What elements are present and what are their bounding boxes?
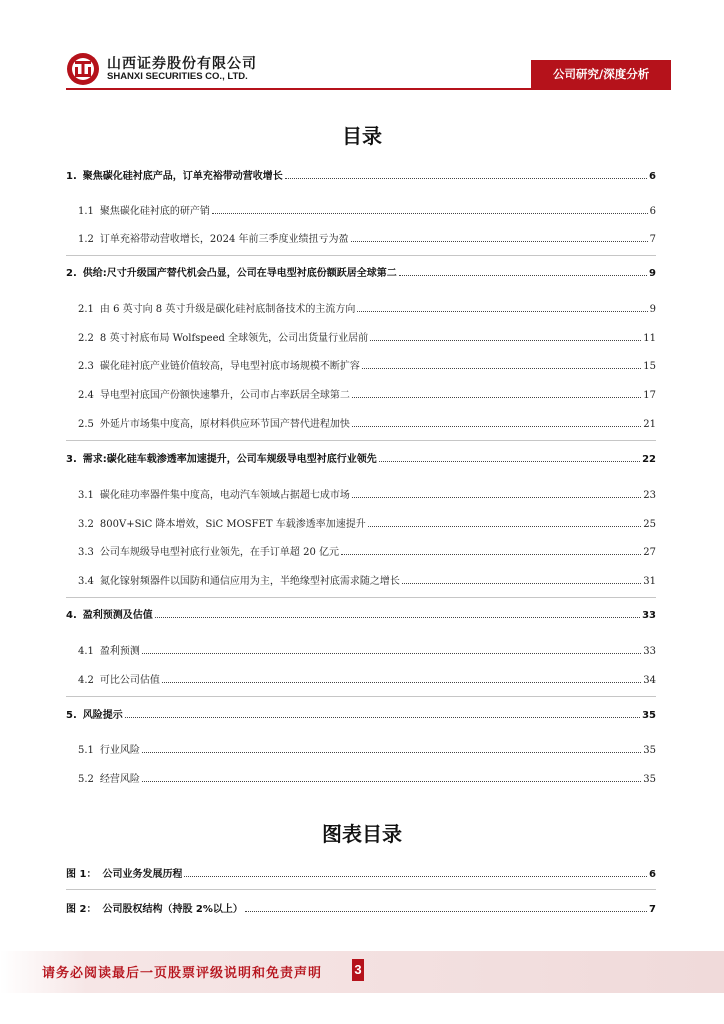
toc-entry-title: 聚焦碳化硅衬底的研产销 (99, 206, 210, 217)
toc-entry-number: 4.2 (78, 675, 94, 686)
toc-entry-title: 外延片市场集中度高，原材料供应环节国产替代进程加快 (99, 419, 350, 430)
toc-entry-number: 3.2 (78, 519, 94, 530)
toc-entry-page: 6 (649, 206, 656, 217)
toc-entry-number: 3.1 (78, 490, 94, 501)
toc-entry-page: 9 (649, 268, 656, 279)
toc-divider (66, 440, 656, 441)
figure-list-row[interactable] (66, 866, 656, 882)
toc-entry-page: 35 (643, 745, 656, 756)
figure-page: 6 (649, 869, 656, 880)
toc-subsection-row[interactable] (66, 416, 656, 432)
toc-leader-dots (142, 742, 641, 753)
toc-subsection-row[interactable] (66, 544, 656, 560)
toc-leader-dots (352, 387, 641, 398)
toc-subsection-row[interactable] (66, 643, 656, 659)
toc-leader-dots (352, 487, 641, 498)
toc-entry-title: 碳化硅功率器件集中度高，电动汽车领域占据超七成市场 (99, 490, 350, 501)
toc-entry-page: 17 (643, 390, 656, 401)
toc-entry-title: 可比公司估值 (99, 675, 160, 686)
toc-entry-number: 4.1 (78, 646, 94, 657)
toc-entry-page: 35 (643, 774, 656, 785)
toc-entry-number: 5.2 (78, 774, 94, 785)
figure-title: 公司业务发展历程 (102, 869, 183, 880)
toc-entry-page: 27 (643, 547, 656, 558)
toc-subsection-row[interactable] (66, 387, 656, 403)
toc-leader-dots (368, 516, 642, 527)
report-type-tag: 公司研究/深度分析 (531, 60, 671, 88)
toc-entry-title: 氮化镓射频器件以国防和通信应用为主，半绝缘型衬底需求随之增长 (99, 576, 400, 587)
toc-entry-title: 经营风险 (99, 774, 140, 785)
toc-entry-title: 盈利预测 (99, 646, 140, 657)
figure-number: 图 2： (66, 904, 97, 915)
toc-entry-number: 3.4 (78, 576, 94, 587)
toc-entry-number: 5.1 (78, 745, 94, 756)
toc-entry-title: 盈利预测及估值 (82, 610, 153, 621)
toc-title: 目录 (342, 124, 382, 148)
toc-entry-page: 25 (643, 519, 656, 530)
toc-divider (66, 597, 656, 598)
page-header (0, 0, 724, 100)
toc-entry-title: 由 6 英寸向 8 英寸升级是碳化硅衬底制备技术的主流方向 (99, 304, 356, 315)
toc-leader-dots (399, 265, 647, 276)
toc-leader-dots (362, 358, 641, 369)
toc-entry-title: 8 英寸衬底布局 Wolfspeed 全球领先，公司出货量行业居前 (99, 333, 369, 344)
toc-subsection-row[interactable] (66, 301, 656, 317)
toc-leader-dots (351, 231, 648, 242)
toc-leader-dots (142, 643, 641, 654)
figure-leader-dots (245, 901, 647, 912)
toc-leader-dots (212, 203, 648, 214)
toc-leader-dots (402, 573, 641, 584)
toc-entry-number: 2.3 (78, 361, 94, 372)
toc-subsection-row[interactable] (66, 573, 656, 589)
company-logo-icon (66, 52, 100, 86)
figure-number: 图 1： (66, 869, 97, 880)
toc-leader-dots (341, 544, 641, 555)
toc-subsection-row[interactable] (66, 516, 656, 532)
toc-leader-dots (162, 672, 641, 683)
toc-subsection-row[interactable] (66, 231, 656, 247)
figure-list-row[interactable] (66, 901, 656, 917)
toc-entry-title: 供给:尺寸升级国产替代机会凸显，公司在导电型衬底份额跃居全球第二 (82, 268, 397, 279)
toc-leader-dots (155, 607, 640, 618)
toc-entry-number: 2. (66, 268, 77, 279)
toc-entry-number: 1. (66, 171, 77, 182)
toc-entry-title: 需求:碳化硅车载渗透率加速提升，公司车规级导电型衬底行业领先 (82, 454, 377, 465)
toc-leader-dots (370, 330, 641, 341)
toc-entry-page: 34 (643, 675, 656, 686)
toc-section-row[interactable] (66, 607, 656, 623)
header-divider (66, 88, 671, 90)
toc-entry-page: 33 (642, 610, 656, 621)
toc-leader-dots (352, 416, 641, 427)
toc-subsection-row[interactable] (66, 203, 656, 219)
toc-entry-title: 聚焦碳化硅衬底产品，订单充裕带动营收增长 (82, 171, 283, 182)
toc-leader-dots (142, 771, 641, 782)
figure-leader-dots (184, 866, 647, 877)
toc-subsection-row[interactable] (66, 330, 656, 346)
toc-entry-title: 公司车规级导电型衬底行业领先，在手订单超 20 亿元 (99, 547, 339, 558)
toc-section-row[interactable] (66, 451, 656, 467)
toc-entry-page: 35 (642, 710, 656, 721)
toc-entry-page: 31 (643, 576, 656, 587)
figure-divider (66, 889, 656, 890)
toc-entry-page: 23 (643, 490, 656, 501)
toc-leader-dots (357, 301, 647, 312)
toc-entry-page: 11 (643, 333, 656, 344)
toc-subsection-row[interactable] (66, 487, 656, 503)
figure-page: 7 (649, 904, 656, 915)
page-number: 3 (352, 959, 364, 981)
toc-subsection-row[interactable] (66, 358, 656, 374)
toc-entry-number: 4. (66, 610, 77, 621)
toc-entry-number: 3.3 (78, 547, 94, 558)
toc-leader-dots (285, 168, 647, 179)
toc-entry-page: 22 (642, 454, 656, 465)
toc-entry-number: 2.2 (78, 333, 94, 344)
toc-entry-page: 6 (649, 171, 656, 182)
toc-entry-page: 9 (649, 304, 656, 315)
toc-entry-number: 1.1 (78, 206, 94, 217)
toc-entry-page: 7 (649, 234, 656, 245)
toc-entry-number: 5. (66, 710, 77, 721)
toc-entry-title: 行业风险 (99, 745, 140, 756)
toc-entry-page: 33 (643, 646, 656, 657)
toc-entry-number: 2.4 (78, 390, 94, 401)
toc-entry-page: 15 (643, 361, 656, 372)
company-name-cn: 山西证券股份有限公司 (107, 56, 257, 72)
toc-section-row[interactable] (66, 265, 656, 281)
toc-entry-page: 21 (643, 419, 656, 430)
toc-entry-title: 800V+SiC 降本增效，SiC MOSFET 车载渗透率加速提升 (99, 519, 366, 530)
figures-title: 图表目录 (322, 822, 402, 846)
company-name-en: SHANXI SECURITIES CO., LTD. (107, 71, 248, 82)
toc-section-row[interactable] (66, 168, 656, 184)
toc-entry-title: 碳化硅衬底产业链价值较高，导电型衬底市场规模不断扩容 (99, 361, 360, 372)
toc-leader-dots (379, 451, 640, 462)
toc-subsection-row[interactable] (66, 742, 656, 758)
toc-divider (66, 696, 656, 697)
toc-subsection-row[interactable] (66, 672, 656, 688)
toc-subsection-row[interactable] (66, 771, 656, 787)
toc-divider (66, 255, 656, 256)
toc-entry-number: 1.2 (78, 234, 94, 245)
toc-entry-number: 2.5 (78, 419, 94, 430)
toc-entry-number: 2.1 (78, 304, 94, 315)
toc-entry-title: 订单充裕带动营收增长，2024 年前三季度业绩扭亏为盈 (99, 234, 349, 245)
toc-leader-dots (125, 707, 640, 718)
toc-section-row[interactable] (66, 707, 656, 723)
toc-entry-number: 3. (66, 454, 77, 465)
disclaimer-text: 请务必阅读最后一页股票评级说明和免责声明 (42, 966, 323, 981)
toc-entry-title: 导电型衬底国产份额快速攀升，公司市占率跃居全球第二 (99, 390, 350, 401)
figure-title: 公司股权结构（持股 2%以上） (102, 904, 243, 915)
toc-entry-title: 风险提示 (82, 710, 123, 721)
